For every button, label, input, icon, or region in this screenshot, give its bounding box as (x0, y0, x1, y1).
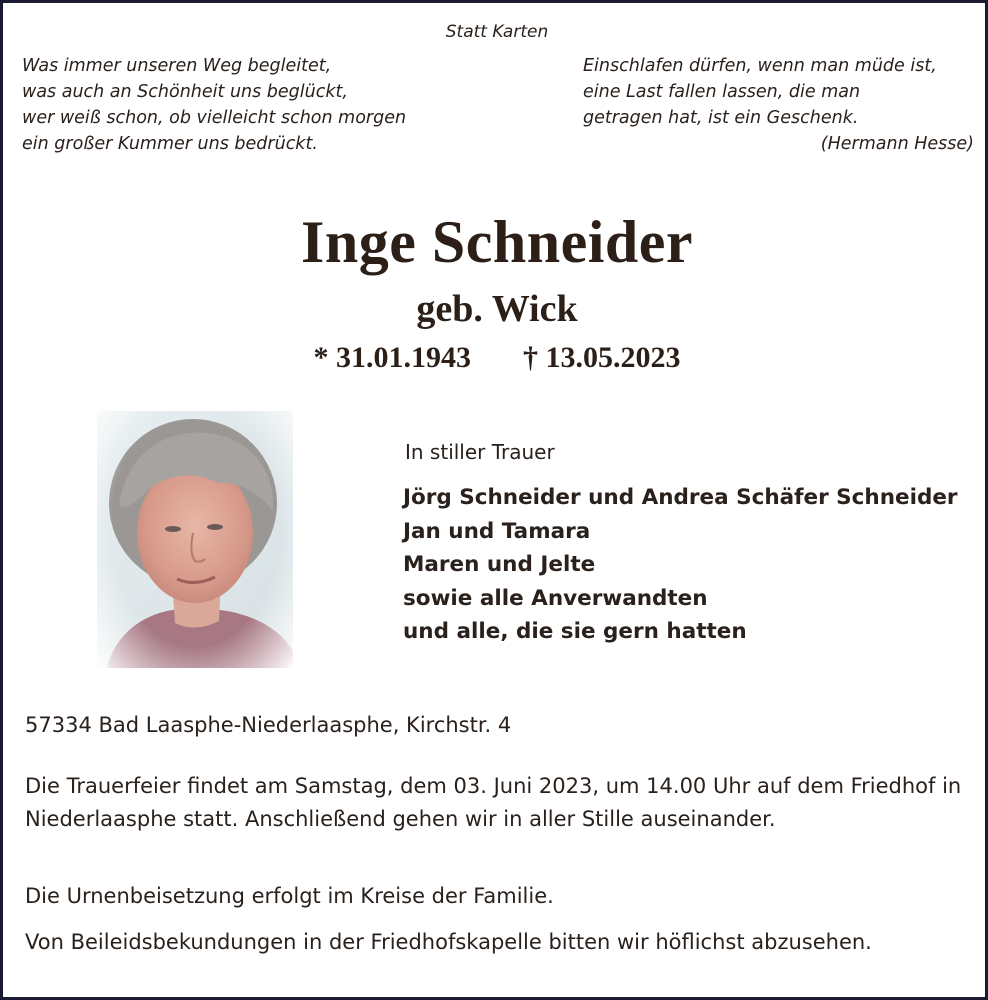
mourner-line: und alle, die sie gern hatten (403, 619, 747, 644)
portrait-photo (97, 411, 293, 668)
poem-right (583, 53, 974, 157)
condolence-info: Von Beileidsbekundungen in der Friedhofskapelle bitten wir höflichst abzusehen. (25, 930, 872, 954)
funeral-info: Die Trauerfeier findet am Samstag, dem 03. Juni 2023, um 14.00 Uhr auf dem Friedhof in Niederlaasphe statt. Anschließend gehen wir in aller Stille auseinander. (25, 774, 962, 831)
mourner-line: Jan und Tamara (403, 518, 591, 544)
life-dates (3, 341, 988, 375)
mourner-line: Maren und Jelte (403, 552, 596, 577)
mourner-line: sowie alle Anverwandten (403, 585, 708, 611)
birth-date: * 31.01.1943 (313, 341, 471, 374)
maiden-name: geb. Wick (416, 288, 578, 330)
mourners-list (403, 481, 958, 649)
address: 57334 Bad Laasphe-Niederlaasphe, Kirchstr. 4 (25, 713, 512, 737)
poem-line: ein großer Kummer uns bedrückt. (22, 134, 318, 154)
deceased-name: Inge Schneider (300, 209, 694, 275)
mourning-intro: In stiller Trauer (405, 440, 555, 464)
death-date: † 13.05.2023 (523, 341, 681, 374)
photo-vignette (97, 411, 293, 668)
mourner-line: Jörg Schneider und Andrea Schäfer Schneider (403, 485, 958, 510)
poem-line: was auch an Schönheit uns beglückt, (22, 82, 348, 102)
poem-line: eine Last fallen lassen, die man (583, 82, 861, 102)
poem-line: getragen hat, ist ein Geschenk. (583, 108, 859, 128)
poem-attribution: (Hermann Hesse) (820, 134, 974, 154)
poem-line: Einschlafen dürfen, wenn man müde ist, (583, 56, 937, 76)
burial-info: Die Urnenbeisetzung erfolgt im Kreise der Familie. (25, 884, 554, 908)
poem-line: Was immer unseren Weg begleitet, (22, 56, 332, 76)
poem-left (22, 53, 406, 157)
header-note: Statt Karten (445, 22, 549, 42)
poem-line: wer weiß schon, ob vielleicht schon morgen (22, 108, 407, 128)
